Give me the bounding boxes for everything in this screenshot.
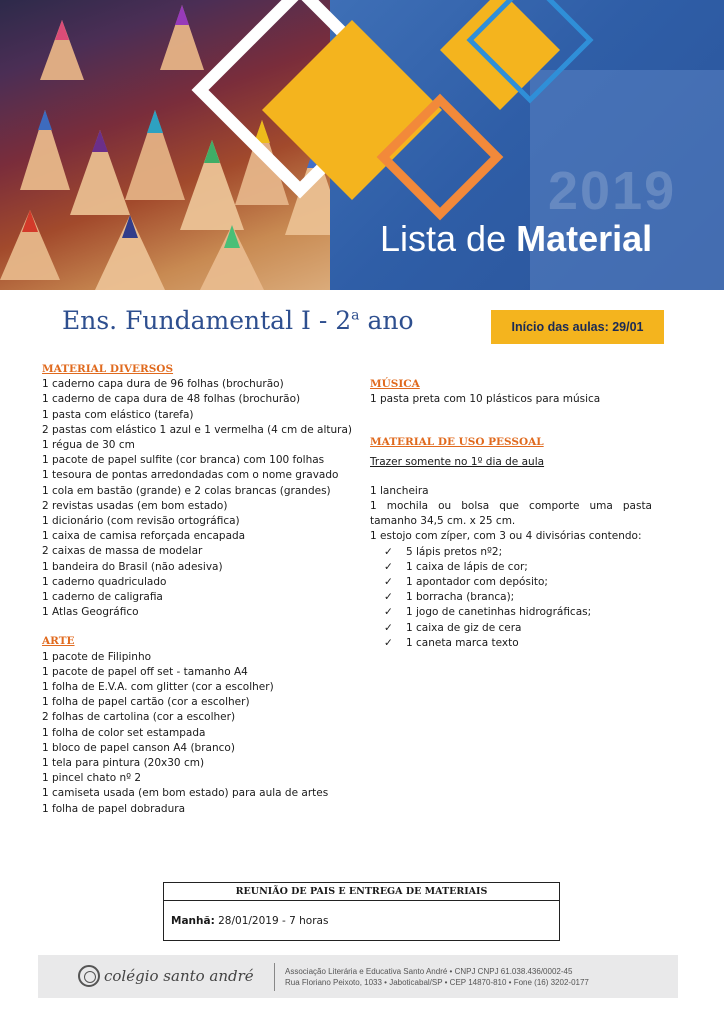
footer-divider (274, 963, 275, 991)
footer-contact (285, 966, 589, 988)
list-item: 1 Atlas Geográfico (42, 606, 139, 619)
course-title-text: Ens. Fundamental I - 2 (62, 306, 352, 335)
list-item: 1 pacote de papel off set - tamanho A4 (42, 665, 248, 678)
list-item: 1 estojo com zíper, com 3 ou 4 divisórias contendo: (370, 530, 642, 543)
list-item: 1 lancheira (370, 484, 429, 497)
list-item: 1 caderno de capa dura de 48 folhas (brochurão) (42, 393, 301, 406)
school-logo-text: colégio santo andré (104, 967, 254, 985)
year-watermark: 2019 (548, 161, 677, 221)
list-item: 1 pasta com elástico (tarefa) (42, 408, 194, 421)
page-title (380, 218, 710, 260)
checklist-item (384, 590, 652, 605)
checklist-item (384, 575, 652, 590)
checkmark-icon: ✓ (384, 576, 393, 589)
section-heading-uso-pessoal: MATERIAL DE USO PESSOAL (370, 436, 544, 449)
list-item: 1 bandeira do Brasil (não adesiva) (42, 560, 223, 573)
checkmark-icon: ✓ (384, 621, 393, 634)
list-item: 1 dicionário (com revisão ortográfica) (42, 515, 240, 528)
checklist-item (384, 636, 652, 651)
meeting-label: Manhã: (171, 915, 215, 927)
school-logo-icon (78, 965, 100, 987)
header-banner (0, 0, 724, 290)
checkmark-icon: ✓ (384, 545, 393, 558)
section-heading-material-diversos: MATERIAL DIVERSOS (42, 363, 174, 375)
list-item: 1 caixa de camisa reforçada encapada (42, 530, 246, 543)
section-heading-arte: ARTE (42, 635, 75, 648)
uso-pessoal-note: Trazer somente no 1º dia de aula (370, 455, 545, 468)
checkmark-icon: ✓ (384, 560, 393, 573)
material-diversos-list (42, 377, 357, 620)
spacer (42, 620, 357, 634)
checklist-item (384, 545, 652, 560)
list-item: 2 revistas usadas (em bom estado) (42, 499, 228, 512)
meeting-value: 28/01/2019 - 7 horas (214, 915, 329, 927)
title-light: Lista de (380, 218, 517, 259)
footer (38, 955, 678, 998)
course-title-end: ano (359, 306, 414, 335)
list-item: 2 pastas com elástico 1 azul e 1 vermelha (4 cm de altura) (42, 423, 352, 436)
list-item: 1 mochila ou bolsa que comporte uma pasta tamanho 34,5 cm. x 25 cm. (370, 500, 652, 528)
left-column (42, 362, 357, 817)
arte-list (42, 650, 357, 817)
right-column (370, 377, 652, 651)
list-item: 2 folhas de cartolina (cor a escolher) (42, 711, 236, 724)
list-item: 2 caixas de massa de modelar (42, 545, 203, 558)
meeting-heading: REUNIÃO DE PAIS E ENTREGA DE MATERIAIS (164, 883, 559, 901)
meeting-box (163, 882, 560, 941)
list-item: 1 tesoura de pontas arredondadas com o nome gravado (42, 469, 339, 482)
spacer (370, 470, 652, 484)
title-bold: Material (516, 218, 653, 259)
footer-line-1: Associação Literária e Educativa Santo André • CNPJ CNPJ 61.038.436/0002-45 (285, 967, 573, 976)
list-item: 1 pacote de papel sulfite (cor branca) com 100 folhas (42, 454, 325, 467)
list-item: 1 bloco de papel canson A4 (branco) (42, 741, 235, 754)
list-item: 1 pincel chato nº 2 (42, 772, 142, 785)
list-item: 1 folha de papel dobradura (42, 802, 186, 815)
estojo-checklist (370, 545, 652, 651)
spacer (370, 407, 652, 435)
list-item: 1 camiseta usada (em bom estado) para aula de artes (42, 787, 329, 800)
list-item: 1 cola em bastão (grande) e 2 colas brancas (grandes) (42, 484, 331, 497)
footer-line-2: Rua Floriano Peixoto, 1033 • Jaboticabal/SP • CEP 14870-810 • Fone (16) 3202-0177 (285, 978, 589, 987)
list-item: 1 pacote de Filipinho (42, 650, 152, 663)
start-date-badge: Início das aulas: 29/01 (491, 310, 664, 344)
course-ordinal: a (351, 307, 360, 324)
list-item: 1 régua de 30 cm (42, 439, 135, 452)
meeting-details (164, 901, 559, 927)
list-item: 1 caderno de caligrafia (42, 591, 163, 604)
checkmark-icon: ✓ (384, 636, 393, 649)
checklist-item (384, 621, 652, 636)
list-item: 1 folha de papel cartão (cor a escolher) (42, 696, 250, 709)
checklist-item (384, 560, 652, 575)
checklist-item-label: 1 borracha (branca); (406, 591, 515, 604)
list-item: 1 caderno capa dura de 96 folhas (brochurão) (42, 378, 284, 391)
checklist-item-label: 1 caixa de lápis de cor; (406, 560, 528, 573)
checkmark-icon: ✓ (384, 591, 393, 604)
checklist-item (384, 605, 652, 620)
list-item: 1 folha de E.V.A. com glitter (cor a escolher) (42, 681, 274, 694)
section-heading-musica: MÚSICA (370, 378, 420, 390)
checkmark-icon: ✓ (384, 606, 393, 619)
list-item: 1 pasta preta com 10 plásticos para música (370, 393, 601, 406)
list-item: 1 caderno quadriculado (42, 575, 167, 588)
list-item: 1 folha de color set estampada (42, 726, 206, 739)
checklist-item-label: 1 apontador com depósito; (406, 576, 548, 589)
checklist-item-label: 1 caixa de giz de cera (406, 621, 522, 634)
checklist-item-label: 1 caneta marca texto (406, 636, 519, 649)
checklist-item-label: 5 lápis pretos nº2; (406, 545, 503, 558)
checklist-item-label: 1 jogo de canetinhas hidrográficas; (406, 606, 592, 619)
musica-list (370, 392, 652, 407)
list-item: 1 tela para pintura (20x30 cm) (42, 757, 205, 770)
course-title (62, 306, 414, 335)
uso-pessoal-list (370, 484, 652, 545)
